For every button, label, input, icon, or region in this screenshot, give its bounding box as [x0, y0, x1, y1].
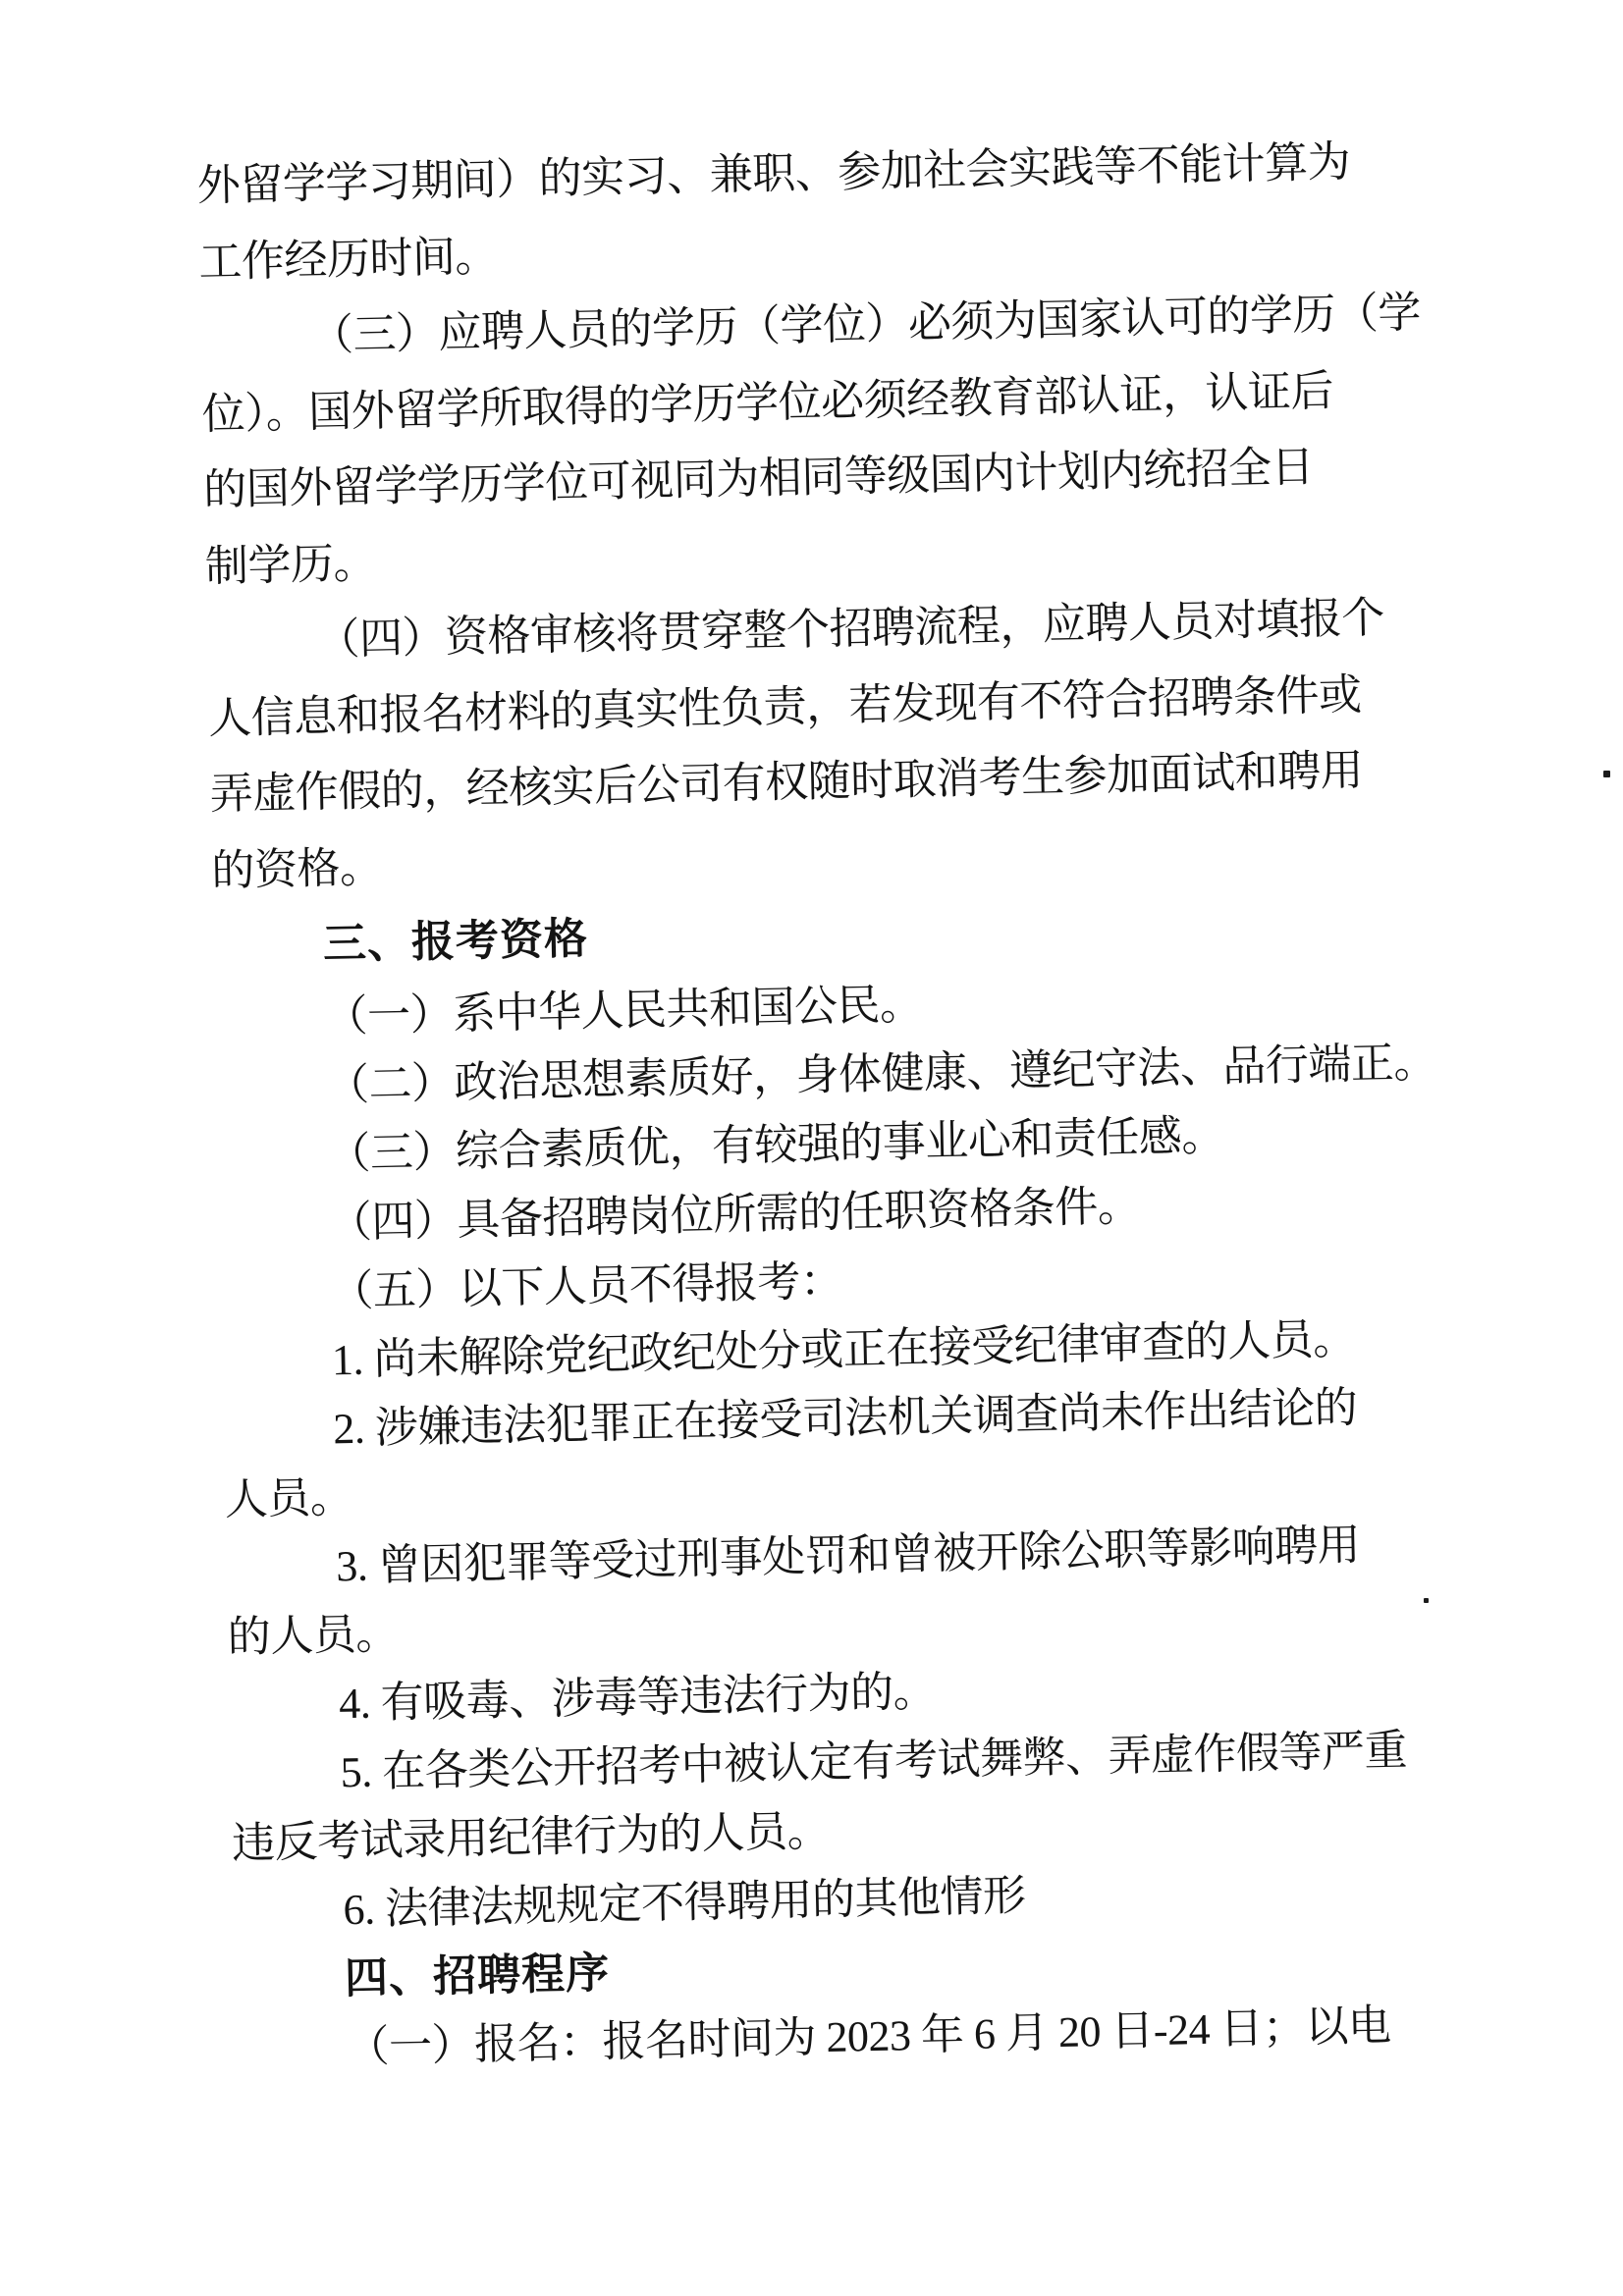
text-line: 的资格。: [210, 842, 383, 895]
text-line: （三）综合素质优，有较强的事业心和责任感。: [326, 1110, 1225, 1178]
section-heading: 四、招聘程序: [344, 1949, 611, 2002]
document-text-block: [193, 0, 1457, 2084]
text-line: 外留学学习期间）的实习、兼职、参加社会实践等不能计算为: [196, 137, 1351, 210]
text-line: 弄虚作假的，经核实后公司有权随时取消考生参加面试和聘用: [209, 746, 1364, 819]
text-line: （五）以下人员不得报考：: [329, 1255, 843, 1315]
text-line: 制学历。: [204, 538, 377, 591]
text-line: 的人员。: [227, 1609, 400, 1662]
text-line: 位）。国外留学所取得的学历学位必须经教育部认证，认证后: [201, 366, 1334, 439]
text-line: 5. 在各类公开招考中被认定有考试舞弊、弄虚作假等严重: [340, 1726, 1408, 1796]
scan-speck: [1424, 1598, 1429, 1603]
section-heading: 三、报考资格: [322, 914, 589, 969]
text-line: 1. 尚未解除党纪政纪处分或正在接受纪律审查的人员。: [331, 1314, 1357, 1384]
text-line: （一）系中华人民共和国公民。: [324, 980, 923, 1041]
text-line: 人员。: [224, 1472, 353, 1524]
text-line: 4. 有吸毒、涉毒等违法行为的。: [338, 1667, 937, 1728]
text-line: （四）资格审核将贯穿整个招聘流程，应聘人员对填报个: [316, 593, 1385, 665]
text-line: 3. 曾因犯罪等受过刑事处罚和曾被开除公职等影响聘用: [335, 1520, 1361, 1590]
text-line: 6. 法律法规规定不得聘用的其他情形: [343, 1871, 1026, 1934]
text-line: 工作经历时间。: [197, 232, 499, 287]
text-line: （二）政治思想素质好，身体健康、遵纪守法、品行端正。: [325, 1038, 1437, 1109]
text-line: 2. 涉嫌违法犯罪正在接受司法机关调查尚未作出结论的: [332, 1383, 1358, 1453]
text-line: 人信息和报名材料的真实性负责，若发现有不符合招聘条件或: [207, 669, 1362, 743]
text-line: （一）报名：报名时间为 2023 年 6 月 20 日-24 日；以电: [346, 2001, 1391, 2071]
text-line: 的国外留学学历学位可视同为相同等级国内计划内统招全日: [202, 443, 1315, 514]
text-line: 违反考试录用纪律行为的人员。: [231, 1806, 831, 1868]
text-line: （四）具备招聘岗位所需的任职资格条件。: [328, 1181, 1141, 1247]
text-line: （三）应聘人员的学历（学位）必须为国家认可的学历（学: [309, 288, 1422, 360]
scan-speck: [1603, 771, 1610, 777]
